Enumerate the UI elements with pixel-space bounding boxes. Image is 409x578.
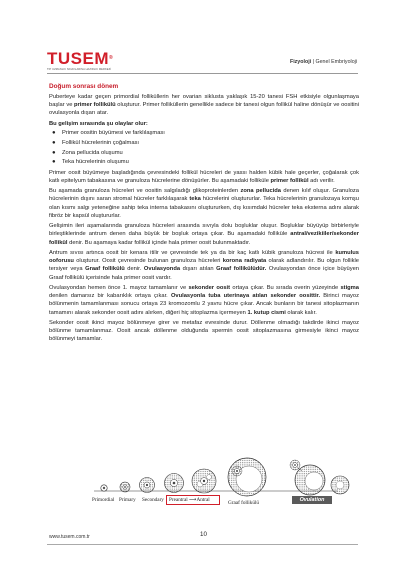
bold-term: primer follikül [270, 177, 309, 184]
text: Gelişimin ileri aşamalarında granuloza hücreleri arasında sıvıyla dolu boşluklar oluşur. Boşluklar büyüyüp birbirleriyle birleştiklerinde antrum denen daha büyük bir boşluk ortaya çıkar. Bu aşamadaki folliküle [49, 223, 359, 238]
bullet-icon: ● [52, 139, 56, 146]
bold-term: Graaf follikülü [85, 266, 125, 273]
header-divider [47, 73, 358, 74]
bold-term: teka [189, 196, 201, 203]
list-item-text: Primer oositin büyümesi ve farklılaşması [62, 130, 165, 136]
text: Birinci mayoz bölünmenin tamamlanması sonucu ortaya 23 kromozomlu 2 yavru hücre çıkar. Ancak bunların bir tanesi sitoplazmanın tamamını alarak sekonder oosit adını alırken, diğeri hiç sitoplazma içermeyen [49, 293, 359, 316]
label-preantral-antral: Preantral ⟶Antral [169, 497, 210, 503]
text: dışarı atılan [180, 266, 217, 273]
text: adı verilir. [308, 177, 335, 184]
bold-term: sekonder oosit [188, 285, 231, 292]
bullet-icon: ● [52, 149, 56, 156]
bold-term: kumulus ooforusu [49, 250, 359, 265]
text: denir. [124, 266, 144, 273]
list-item [49, 158, 359, 166]
section-title: Doğum sonrası dönem [49, 83, 119, 90]
text: Puberteye kadar geçen primordial folliküllerin her ovarian siklusta yaklaşık 15-20 tanesi FSH etkisiyle olgunlaşmaya başlar ve [49, 94, 359, 109]
secondary-follicle [140, 478, 155, 493]
footer-url[interactable]: www.tusem.com.tr [49, 534, 90, 540]
bullet-icon: ● [52, 130, 56, 136]
list-item [49, 139, 359, 147]
header-topic: Genel Embriyoloji [315, 59, 357, 65]
bullet-icon: ● [52, 159, 56, 166]
preantral-follicle [165, 474, 184, 493]
list-item-text: Follikül hücrelerinin çoğalması [62, 139, 140, 146]
label-primary: Primary [119, 497, 136, 503]
bold-term: 1. kutup cismi [247, 309, 286, 316]
text: denir. Bu aşamaya kadar follikül içinde hala primer oosit bulunmaktadır. [67, 239, 251, 246]
paragraph-1 [49, 93, 359, 118]
events-list [49, 129, 359, 167]
label-ovulation: Ovulation [292, 496, 332, 504]
text: denen kılıf oluşur. Granuloza hücrelerinin dışını saran stromal hücreler farklılaşarak [49, 188, 359, 203]
list-item-text: Teka hücrelerinin oluşumu [62, 159, 129, 166]
bold-term: korona radiyata [222, 258, 267, 265]
label-graaf: Graaf follikülü [228, 500, 259, 506]
header-breadcrumb [290, 59, 357, 65]
text: hücrelerini oluştururlar. Teka hücrelerinin granulozaya komşu olan kısmı salgı yeteneğine sahip teka interna tabakasını oluştururken, dış kısımdaki hücreler teka eksterna adını alarak fibröz bir kapsül oluştururlar. [49, 196, 359, 219]
bold-term: Ovulasyonla tuba uterinaya atılan sekonder oosittir. [170, 293, 321, 300]
header-subject: Fizyoloji [289, 59, 312, 65]
logo-subtitle: TIP UZMANLIK SINAVLARINA HAZIRLIK MERKEZİ [47, 68, 112, 71]
text: Ovulasyondan önce içice büyüyen Graaf follikülü içerisinde hala primer oosit vardır. [49, 266, 359, 281]
corpus-luteum [331, 476, 349, 494]
primary-follicle [120, 482, 130, 492]
follicle-development-figure [92, 455, 354, 523]
list-item [49, 149, 359, 157]
bold-term: Ovulasyonda [143, 266, 181, 273]
paragraph-5 [49, 249, 359, 282]
ovulating-follicle [290, 460, 325, 495]
text: Antrum sıvısı artınca oosit bir kenara itilir ve çevresinde tek ya da bir kaç katlı kübik granuloza hücresi ile [49, 250, 336, 257]
label-secondary: Secondary [142, 497, 164, 503]
graaf-follicle [228, 458, 266, 496]
main-content [49, 82, 359, 346]
list-title: Bu gelişim sırasında şu olaylar olur: [49, 120, 148, 127]
page-number: 10 [200, 531, 207, 538]
logo-text: TUSEM [47, 49, 109, 68]
text: Ovulasyondan hemen önce 1. mayoz tamamlanır ve [49, 285, 189, 292]
tusem-logo [47, 50, 113, 71]
paragraph-4 [49, 222, 359, 247]
text: oluşturur. Primer folliküllerin genellikle sadece bir tanesi olgun follikül haline dönüşür ve oositini ovulasyonla dışarı atar. [49, 102, 359, 117]
label-primordial: Primordial [92, 497, 115, 503]
text: olarak kalır. [285, 309, 317, 316]
bold-term: zona pellucida [240, 188, 281, 195]
paragraph-7 [49, 319, 359, 344]
bold-term: stigma [340, 285, 359, 292]
text: Sekonder oosit ikinci mayoz bölünmeye girer ve metafaz evresinde durur. Döllenme olmadığı takdirde ikinci mayoz bölünme tamamlanmaz. Oosit ancak döllenme olduğunda spermin oosit sitoplazmasına girmesiyle ikinci mayoz bölünmeyi tamamlar. [49, 320, 359, 343]
list-item-text: Zona pellucida oluşumu [62, 149, 123, 156]
footer-divider [47, 544, 358, 545]
list-item [49, 129, 359, 137]
bold-term: antral/vezikiiler/sekonder follikül [49, 231, 359, 246]
primordial-follicle [101, 485, 107, 491]
header-separator: | [311, 59, 316, 65]
paragraph-3 [49, 187, 359, 220]
paragraph-2 [49, 169, 359, 185]
text: denilen damarsız bir kabarıklık ortaya çıkar. [49, 293, 171, 300]
antral-follicle [192, 469, 216, 493]
follicle-diagram [92, 455, 354, 523]
text: Bu aşamada granuloza hücreleri ve oositin salgıladığı glikoproteinlerden [49, 188, 241, 195]
bold-term: primer follikülü [74, 102, 116, 109]
bold-term: Graaf follikülüdür. [216, 266, 267, 273]
text: Primer oosit büyümeye başladığında çevresindeki follikül hücreleri de yassı halden kübik hale geçerler, çoğalarak çok katlı epitelyum tabakasına ve granuloza hücrelerine dönüşürler. Bu aşamadaki folliküle [49, 169, 359, 184]
text: oluşturur. Oosit çevresinde bulunan granuloza hücreleri [73, 258, 223, 265]
paragraph-6 [49, 284, 359, 317]
text: olarak adlandırılır. Bu olgun follikle tersiyer veya [49, 258, 359, 273]
logo-registered-mark: ® [109, 55, 114, 61]
text: ortaya çıkar. Bu sırada overin yüzeyinde [230, 285, 341, 292]
